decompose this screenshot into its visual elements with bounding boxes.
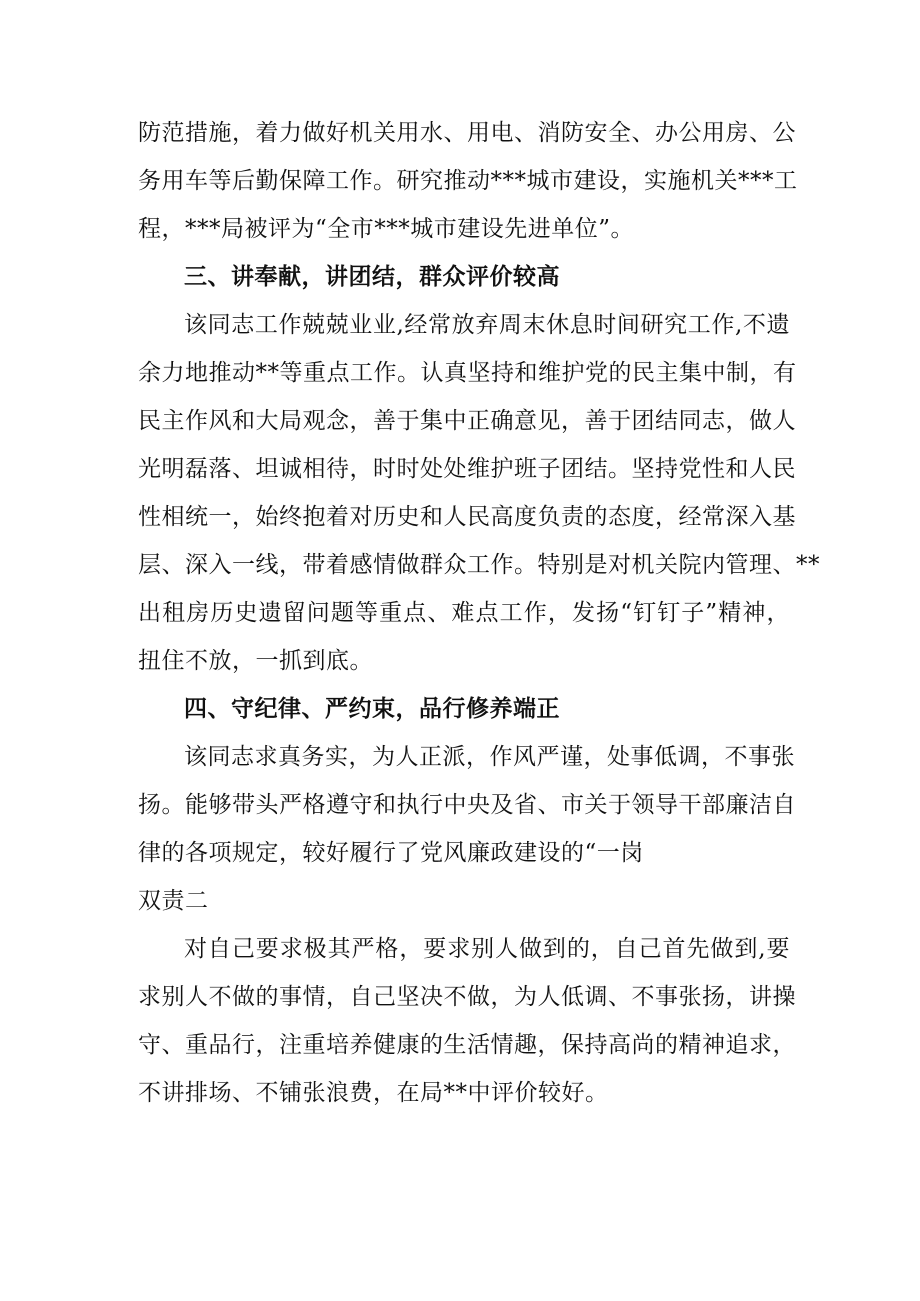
paragraph-line: 该同志求真务实，为人正派，作风严谨，处事低调，不事张 (184, 744, 795, 770)
paragraph-line: 性相统一，始终抱着对历史和人民高度负责的态度，经常深入基 (138, 504, 796, 530)
paragraph-line: 光明磊落、坦诚相待，时时处处维护班子团结。坚持党性和人民 (138, 456, 796, 482)
paragraph-line: 不讲排场、不铺张浪费，在局**中评价较好。 (138, 1080, 609, 1106)
paragraph-line: 律的各项规定，较好履行了党风廉政建设的“一岗 (138, 840, 644, 866)
paragraph-line: 该同志工作兢兢业业,经常放弃周末休息时间研究工作,不遗 (184, 312, 790, 338)
paragraph-line: 余力地推动**等重点工作。认真坚持和维护党的民主集中制，有 (138, 360, 797, 386)
paragraph-line: 程，***局被评为“全市***城市建设先进单位”。 (138, 216, 635, 242)
paragraph-line: 出租房历史遗留问题等重点、难点工作，发扬“钉钉子”精神， (138, 600, 790, 626)
paragraph-line: 求别人不做的事情，自己坚决不做，为人低调、不事张扬，讲操 (138, 984, 796, 1010)
paragraph-line: 双责二 (138, 888, 209, 914)
paragraph-line: 防范措施，着力做好机关用水、用电、消防安全、办公用房、公 (138, 120, 796, 146)
paragraph-line: 扬。能够带头严格遵守和执行中央及省、市关于领导干部廉洁自 (138, 792, 796, 818)
section-heading: 三、讲奉献，讲团结，群众评价较高 (184, 263, 560, 290)
section-heading: 四、守纪律、严约束，品行修养端正 (184, 695, 560, 722)
paragraph-line: 民主作风和大局观念，善于集中正确意见，善于团结同志，做人 (138, 408, 796, 434)
paragraph-line: 层、深入一线，带着感情做群众工作。特别是对机关院内管理、** (138, 552, 820, 578)
paragraph-line: 对自己要求极其严格，要求别人做到的，自己首先做到,要 (184, 936, 790, 962)
paragraph-line: 扭住不放，一抓到底。 (138, 648, 373, 674)
paragraph-line: 守、重品行，注重培养健康的生活情趣，保持高尚的精神追求， (138, 1032, 796, 1058)
paragraph-line: 务用车等后勤保障工作。研究推动***城市建设，实施机关***工 (138, 168, 798, 194)
